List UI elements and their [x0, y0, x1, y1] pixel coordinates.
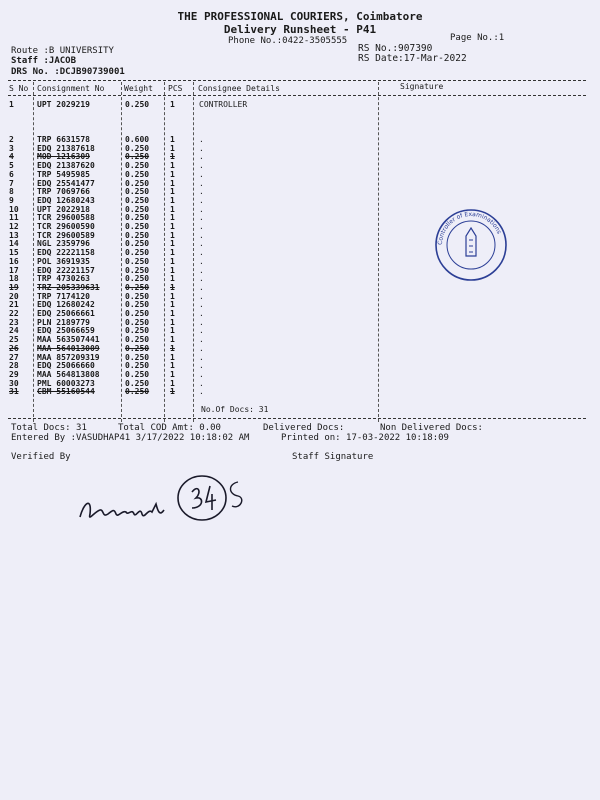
- row-sno: 5: [9, 161, 14, 171]
- phone-number: Phone No.:0422-3505555: [228, 36, 348, 46]
- row-pcs: 1: [170, 239, 175, 249]
- row-consignment: TCR 29600589: [37, 230, 95, 240]
- runsheet-title: Delivery Runsheet - P41: [223, 23, 377, 36]
- col-signature: Signature: [400, 82, 444, 91]
- row-sno: 31: [9, 387, 19, 397]
- row-sno: 24: [9, 326, 19, 336]
- divider: [193, 82, 194, 422]
- row-consignment: UPT 2029219: [37, 100, 90, 109]
- row-sno: 15: [9, 248, 19, 258]
- row-consignee: .: [199, 369, 204, 379]
- row-pcs: 1: [170, 152, 175, 162]
- row-consignee: .: [199, 378, 204, 388]
- divider: [33, 82, 34, 422]
- row-weight: 0.250: [125, 282, 150, 292]
- staff: Staff :JACOB: [11, 56, 77, 66]
- staff-signature-label: Staff Signature: [292, 452, 374, 462]
- row-weight: 0.250: [125, 343, 150, 353]
- row-pcs: 1: [170, 222, 175, 231]
- row-pcs: 1: [170, 265, 175, 275]
- total-cod-amount: Total COD Amt: 0.00: [118, 423, 221, 433]
- row-consignee: .: [199, 222, 204, 231]
- row-pcs: 1: [170, 309, 175, 318]
- row-consignment: CBM 55160544: [37, 387, 95, 397]
- row-consignee: .: [199, 326, 204, 336]
- row-pcs: 1: [170, 187, 175, 197]
- row-sno: 23: [9, 317, 19, 327]
- row-consignment: EDQ 21387620: [37, 161, 95, 171]
- row-consignment: EDQ 25541477: [37, 178, 95, 188]
- row-weight: 0.250: [125, 274, 150, 284]
- row-consignment: TRZ 205339631: [37, 282, 100, 292]
- row-weight: 0.250: [125, 291, 150, 301]
- row-consignee: .: [199, 161, 204, 171]
- non-delivered-docs: Non Delivered Docs:: [380, 423, 483, 433]
- page-number: Page No.:1: [450, 33, 505, 43]
- row-consignee: .: [199, 248, 204, 258]
- row-weight: 0.250: [125, 222, 150, 231]
- row-weight: 0.250: [125, 378, 150, 388]
- row-consignee: .: [199, 343, 204, 353]
- col-weight: Weight: [124, 84, 153, 93]
- row-consignment: UPT 2022918: [37, 204, 90, 214]
- row-weight: 0.250: [125, 317, 150, 327]
- row-pcs: 1: [170, 361, 175, 371]
- row-pcs: 1: [170, 282, 175, 292]
- row-pcs: 1: [170, 317, 175, 327]
- total-docs: Total Docs: 31: [11, 423, 87, 433]
- row-sno: 19: [9, 282, 19, 292]
- row-pcs: 1: [170, 369, 175, 379]
- row-consignee: .: [199, 152, 204, 162]
- row-consignee: .: [199, 282, 204, 292]
- row-pcs: 1: [170, 213, 175, 223]
- row-sno: 30: [9, 378, 19, 388]
- row-consignment: NGL 2359796: [37, 239, 90, 249]
- row-consignee: .: [199, 291, 204, 301]
- row-weight: 0.250: [125, 326, 150, 336]
- row-sno: 18: [9, 274, 19, 284]
- row-sno: 26: [9, 343, 19, 353]
- handwritten-received-signature: [70, 462, 250, 542]
- rs-number: RS No.:907390: [358, 43, 433, 54]
- company-name: THE PROFESSIONAL COURIERS, Coimbatore: [177, 10, 423, 23]
- row-consignment: MAA 563507441: [37, 335, 100, 345]
- row-pcs: 1: [170, 274, 175, 284]
- row-pcs: 1: [170, 378, 175, 388]
- row-consignment: TRP 4730263: [37, 274, 90, 284]
- row-pcs: 1: [170, 335, 175, 345]
- row-weight: 0.250: [125, 335, 150, 345]
- row-consignee: .: [199, 274, 204, 284]
- row-weight: 0.250: [125, 369, 150, 379]
- row-weight: 0.250: [125, 143, 150, 153]
- university-seal-stamp: [432, 206, 510, 284]
- col-consignment: Consignment No: [37, 84, 105, 93]
- row-weight: 0.250: [125, 309, 150, 318]
- row-consignee: .: [199, 361, 204, 371]
- col-pcs: PCS: [168, 84, 183, 93]
- row-sno: 27: [9, 352, 19, 362]
- row-consignment: EDQ 12680242: [37, 300, 95, 310]
- row-sno: 16: [9, 256, 19, 266]
- row-sno: 22: [9, 309, 19, 318]
- row-consignment: EDQ 25066660: [37, 361, 95, 371]
- row-consignment: TRP 7069766: [37, 187, 90, 197]
- row-weight: 0.250: [125, 204, 150, 214]
- row-pcs: 1: [170, 387, 175, 397]
- row-sno: 20: [9, 291, 19, 301]
- delivered-docs: Delivered Docs:: [263, 423, 345, 433]
- row-sno: 13: [9, 230, 19, 240]
- row-consignment: PML 60003273: [37, 378, 95, 388]
- row-consignee: .: [199, 204, 204, 214]
- seal-text: Controller of Examinations: [436, 210, 503, 246]
- row-consignee: .: [199, 335, 204, 345]
- row-consignment: TRP 5495985: [37, 169, 90, 179]
- row-weight: 0.250: [125, 152, 150, 162]
- row-weight: 0.250: [125, 387, 150, 397]
- row-consignment: POL 3691935: [37, 256, 90, 266]
- row-consignment: MAA 857209319: [37, 352, 100, 362]
- row-consignee: .: [199, 230, 204, 240]
- row-weight: 0.250: [125, 213, 150, 223]
- divider: [378, 82, 379, 422]
- row-consignee: .: [199, 300, 204, 310]
- table-top-rule: [8, 80, 586, 81]
- row-weight: 0.250: [125, 361, 150, 371]
- verified-by: Verified By: [11, 452, 71, 462]
- row-consignee: .: [199, 387, 204, 397]
- row-consignee: .: [199, 178, 204, 188]
- row-pcs: 1: [170, 161, 175, 171]
- row-consignee: .: [199, 143, 204, 153]
- row-sno: 29: [9, 369, 19, 379]
- row-sno: 12: [9, 222, 19, 231]
- row-weight: 0.250: [125, 169, 150, 179]
- row-sno: 7: [9, 178, 14, 188]
- row-consignee: .: [199, 169, 204, 179]
- row-weight: 0.250: [125, 187, 150, 197]
- row-consignee: .: [199, 187, 204, 197]
- col-sno: S No: [9, 84, 29, 93]
- row-consignee: .: [199, 317, 204, 327]
- row-sno: 4: [9, 152, 14, 162]
- row-sno: 17: [9, 265, 19, 275]
- divider: [164, 82, 165, 422]
- row-sno: 2: [9, 135, 14, 144]
- row-weight: 0.250: [125, 195, 150, 205]
- route: Route :B UNIVERSITY: [11, 46, 114, 56]
- row-weight: 0.250: [125, 265, 150, 275]
- row-consignee: .: [199, 213, 204, 223]
- row-consignment: EDQ 25066661: [37, 309, 95, 318]
- row-consignment: MOD 1216309: [37, 152, 90, 162]
- row-consignee: .: [199, 256, 204, 266]
- row-pcs: 1: [170, 178, 175, 188]
- row-consignment: EDQ 22221158: [37, 248, 95, 258]
- row-sno: 6: [9, 169, 14, 179]
- row-pcs: 1: [170, 256, 175, 266]
- row-consignee: .: [199, 309, 204, 318]
- row-weight: 0.250: [125, 239, 150, 249]
- row-weight: 0.600: [125, 135, 150, 144]
- divider: [121, 82, 122, 422]
- row-weight: 0.250: [125, 161, 150, 171]
- row-weight: 0.250: [125, 352, 150, 362]
- table-bottom-rule: [8, 418, 586, 419]
- row-consignment: PLN 2189779: [37, 317, 90, 327]
- row-consignment: TRP 7174120: [37, 291, 90, 301]
- col-consignee: Consignee Details: [198, 84, 280, 93]
- row-sno: 3: [9, 143, 14, 153]
- row-pcs: 1: [170, 169, 175, 179]
- row-pcs: 1: [170, 230, 175, 240]
- row-weight: 0.250: [125, 178, 150, 188]
- entered-by: Entered By :VASUDHAP41 3/17/2022 10:18:02 AM: [11, 433, 250, 443]
- row-consignment: TRP 6631578: [37, 135, 90, 144]
- drs-number: DRS No. :DCJB90739001: [11, 67, 125, 77]
- row-pcs: 1: [170, 343, 175, 353]
- row-sno: 14: [9, 239, 19, 249]
- printed-on: Printed on: 17-03-2022 10:18:09: [281, 433, 449, 443]
- row-pcs: 1: [170, 248, 175, 258]
- row-weight: 0.250: [125, 248, 150, 258]
- row-pcs: 1: [170, 352, 175, 362]
- row-pcs: 1: [170, 195, 175, 205]
- row-pcs: 1: [170, 291, 175, 301]
- no-of-docs: No.Of Docs: 31: [201, 405, 269, 414]
- row-pcs: 1: [170, 143, 175, 153]
- row-consignment: EDQ 21387618: [37, 143, 95, 153]
- row-sno: 25: [9, 335, 19, 345]
- row-sno: 1: [9, 100, 14, 109]
- row-consignee: .: [199, 195, 204, 205]
- row-consignment: MAA 564013009: [37, 343, 100, 353]
- row-pcs: 1: [170, 204, 175, 214]
- row-weight: 0.250: [125, 230, 150, 240]
- rs-date: RS Date:17-Mar-2022: [358, 53, 467, 64]
- row-pcs: 1: [170, 300, 175, 310]
- row-weight: 0.250: [125, 256, 150, 266]
- row-sno: 11: [9, 213, 19, 223]
- row-pcs: 1: [170, 100, 175, 109]
- row-consignment: MAA 564813808: [37, 369, 100, 379]
- row-sno: 28: [9, 361, 19, 371]
- row-consignee: CONTROLLER: [199, 100, 248, 109]
- table-header-rule: [8, 95, 586, 96]
- row-consignee: .: [199, 135, 204, 144]
- row-consignment: TCR 29600588: [37, 213, 95, 223]
- row-sno: 9: [9, 195, 14, 205]
- row-sno: 21: [9, 300, 19, 310]
- row-consignee: .: [199, 352, 204, 362]
- row-pcs: 1: [170, 135, 175, 144]
- row-consignment: EDQ 22221157: [37, 265, 95, 275]
- row-pcs: 1: [170, 326, 175, 336]
- row-sno: 8: [9, 187, 14, 197]
- row-consignment: TCR 29600590: [37, 222, 95, 231]
- row-sno: 10: [9, 204, 19, 214]
- row-weight: 0.250: [125, 300, 150, 310]
- row-consignee: .: [199, 265, 204, 275]
- row-consignment: EDQ 25066659: [37, 326, 95, 336]
- row-weight: 0.250: [125, 100, 150, 109]
- row-consignee: .: [199, 239, 204, 249]
- row-consignment: EDQ 12680243: [37, 195, 95, 205]
